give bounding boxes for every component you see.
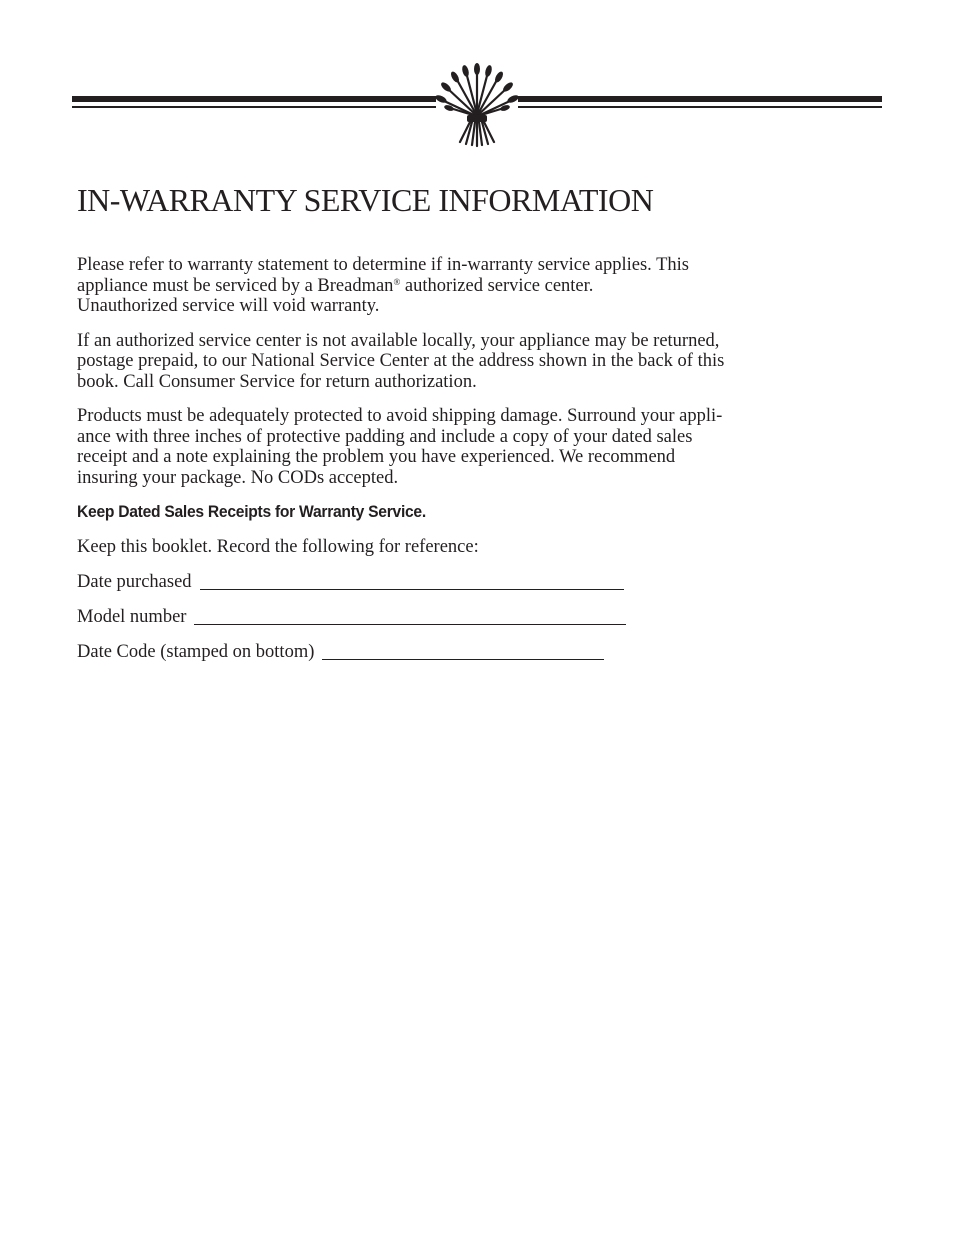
paragraph-line: Please refer to warranty statement to determine if in-warranty service applies. This: [77, 255, 689, 275]
paragraph-line: postage prepaid, to our National Service Center at the address shown in the back of this: [77, 351, 725, 371]
keep-receipts-heading: Keep Dated Sales Receipts for Warranty Service.: [77, 502, 426, 521]
date-code-row: [77, 641, 817, 662]
paragraph-line: Unauthorized service will void warranty.: [77, 296, 380, 316]
record-intro: Keep this booklet. Record the following for reference:: [77, 536, 479, 557]
paragraph-text: appliance must be serviced by a Breadman: [77, 275, 394, 296]
date-purchased-field[interactable]: [200, 575, 624, 590]
model-number-label: Model number: [77, 606, 187, 627]
paragraph-line: insuring your package. No CODs accepted.: [77, 467, 399, 488]
paragraph-packaging: [77, 406, 817, 488]
paragraph-service-applies: [77, 255, 817, 317]
paragraph-line: [77, 276, 817, 297]
wheat-sheaf-icon: [436, 62, 518, 148]
content: [77, 255, 817, 676]
model-number-row: [77, 606, 817, 627]
paragraph-return-service: [77, 331, 817, 393]
paragraph-line: ance with three inches of protective padding and include a copy of your dated sales: [77, 426, 693, 447]
date-code-label: Date Code (stamped on bottom): [77, 641, 315, 662]
page-title: IN-WARRANTY SERVICE INFORMATION: [77, 182, 654, 218]
date-code-field[interactable]: [322, 645, 604, 660]
paragraph-line: Products must be adequately protected to avoid shipping damage. Surround your appli-: [77, 406, 723, 426]
date-purchased-row: [77, 571, 817, 592]
model-number-field[interactable]: [194, 610, 626, 625]
paragraph-line: book. Call Consumer Service for return authorization.: [77, 371, 477, 392]
paragraph-line: receipt and a note explaining the problem you have experienced. We recommend: [77, 447, 676, 467]
paragraph-text: authorized service center.: [400, 275, 594, 296]
registered-trademark: ®: [393, 276, 401, 287]
paragraph-line: If an authorized service center is not available locally, your appliance may be returned,: [77, 330, 720, 351]
date-purchased-label: Date purchased: [77, 571, 192, 592]
